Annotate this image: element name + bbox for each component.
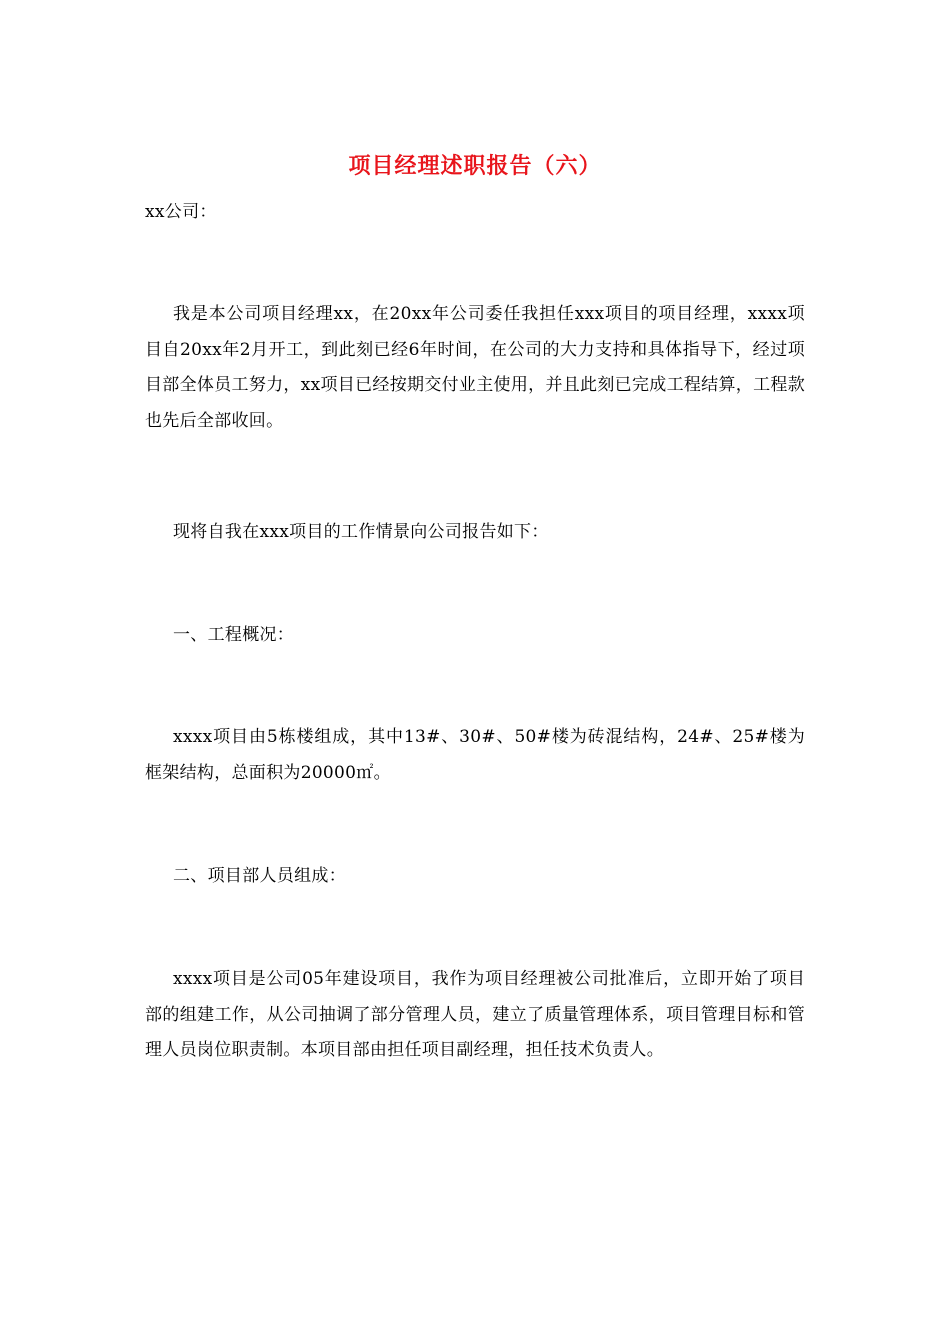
document-title: 项目经理述职报告（六） — [348, 154, 602, 179]
section-heading-project-overview: 一、工程概况： — [173, 625, 295, 645]
project-overview-paragraph: xxxx项目由5栋楼组成，其中13#、30#、50#楼为砖混结构，24#、25#楼为框架结构，总面积为20000㎡。 — [145, 727, 805, 783]
report-intro-paragraph: 现将自我在xxx项目的工作情景向公司报告如下： — [173, 522, 549, 542]
intro-paragraph: 我是本公司项目经理xx，在20xx年公司委任我担任xxx项目的项目经理，xxxx项目自20xx年2月开工，到此刻已经6年时间，在公司的大力支持和具体指导下，经过项目部全体员工努力，xx项目已经按期交付业主使用，并且此刻已完成工程结算，工程款也先后全部收回。 — [145, 304, 805, 431]
team-composition-paragraph: xxxx项目是公司05年建设项目，我作为项目经理被公司批准后，立即开始了项目部的组建工作，从公司抽调了部分管理人员，建立了质量管理体系，项目管理目标和管理人员岗位职责制。本项目部由担任项目副经理，担任技术负责人。 — [145, 969, 805, 1060]
section-heading-team-composition: 二、项目部人员组成： — [173, 866, 346, 886]
salutation: xx公司： — [145, 202, 217, 222]
